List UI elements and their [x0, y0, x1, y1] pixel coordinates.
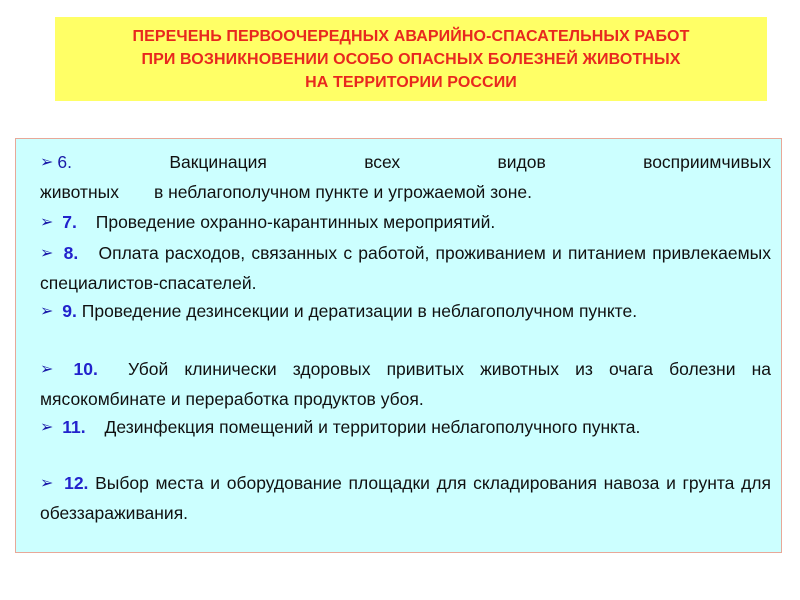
arrow-bullet-icon: ➢ — [40, 361, 54, 378]
item-text: Проведение охранно-карантинных мероприятий. — [95, 212, 496, 232]
list-item-6 — [40, 148, 771, 206]
list-item-8 — [40, 239, 771, 297]
list-item-10 — [40, 355, 771, 413]
item-text: Убой клинически здоровых привитых животных из очага болезни на мясокомбинате и переработка продуктов убоя. — [40, 359, 771, 409]
item-6-word: видов — [497, 152, 546, 172]
arrow-bullet-icon: ➢ — [40, 419, 54, 436]
item-text: Оплата расходов, связанных с работой, проживанием и питанием привлекаемых специалистов-спасателей. — [40, 243, 771, 293]
item-text: Проведение дезинсекции и дератизации в неблагополучном пункте. — [81, 301, 638, 321]
item-6-lead — [40, 148, 72, 178]
title-line-1: ПЕРЕЧЕНЬ ПЕРВООЧЕРЕДНЫХ АВАРИЙНО-СПАСАТЕЛЬНЫХ РАБОТ — [132, 28, 690, 45]
arrow-bullet-icon: ➢ — [40, 214, 54, 231]
content-box — [15, 138, 782, 553]
item-number: 9. — [62, 301, 77, 321]
list-item-9 — [40, 297, 771, 327]
item-6-word: всех — [364, 152, 401, 172]
item-number: 6. — [57, 152, 73, 172]
item-6-word: восприимчивых — [643, 152, 771, 172]
title-line-2: ПРИ ВОЗНИКНОВЕНИИ ОСОБО ОПАСНЫХ БОЛЕЗНЕЙ ЖИВОТНЫХ — [141, 51, 681, 68]
list-item-12 — [40, 469, 771, 527]
item-text: Дезинфекция помещений и территории неблагополучного пункта. — [104, 417, 641, 437]
item-6-line-1 — [40, 148, 771, 178]
item-number: 10. — [73, 359, 98, 379]
list-item-7 — [40, 208, 771, 238]
item-text: Выбор места и оборудование площадки для складирования навоза и грунта для обеззараживания. — [40, 473, 771, 523]
item-number: 8. — [63, 243, 79, 263]
title-line-3: НА ТЕРРИТОРИИ РОССИИ — [305, 74, 517, 91]
item-number: 11. — [62, 417, 86, 437]
arrow-bullet-icon: ➢ — [40, 303, 54, 320]
item-number: 12. — [64, 473, 89, 493]
arrow-bullet-icon: ➢ — [40, 475, 54, 492]
item-6-line-2: животных в неблагополучном пункте и угрожаемой зоне. — [40, 182, 532, 202]
item-number: 7. — [62, 212, 77, 232]
arrow-bullet-icon: ➢ — [40, 154, 54, 171]
list-item-11 — [40, 413, 771, 443]
arrow-bullet-icon: ➢ — [40, 245, 54, 262]
title-box — [55, 17, 767, 101]
item-6-word: Вакцинация — [169, 152, 267, 172]
